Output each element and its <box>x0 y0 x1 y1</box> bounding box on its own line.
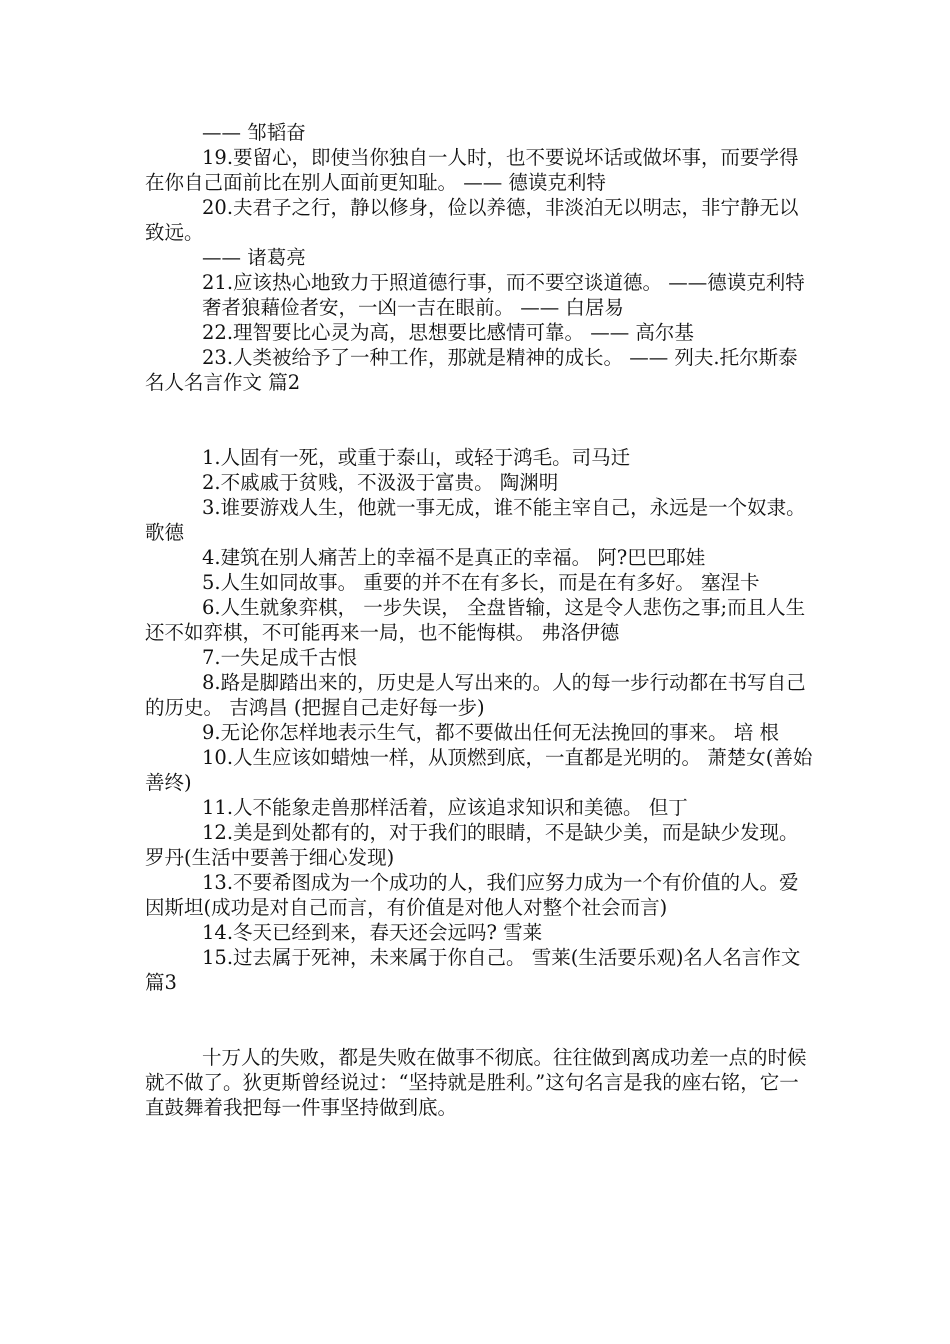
paragraph: 22.理智要比心灵为高，思想要比感情可靠。 —— 高尔基 <box>202 321 694 344</box>
paragraph: 20.夫君子之行，静以修身，俭以养德，非淡泊无以明志，非宁静无以致远。 <box>145 196 799 244</box>
paragraph: 奢者狼藉俭者安，一凶一吉在眼前。 —— 白居易 <box>202 296 624 319</box>
paragraph: 19.要留心，即使当你独自一人时，也不要说坏话或做坏事，而要学得在你自己面前比在别人面前更知耻。 —— 德谟克利特 <box>145 146 799 194</box>
paragraph: 11.人不能象走兽那样活着，应该追求知识和美德。 但丁 <box>202 796 688 819</box>
paragraph: 2.不戚戚于贫贱，不汲汲于富贵。 陶渊明 <box>202 471 559 494</box>
paragraph: 5.人生如同故事。 重要的并不在有多长，而是在有多好。 塞涅卡 <box>202 571 760 594</box>
paragraph: —— 诸葛亮 <box>202 246 306 269</box>
paragraph: 十万人的失败，都是失败在做事不彻底。往往做到离成功差一点的时候就不做了。狄更斯曾经说过：“坚持就是胜利。”这句名言是我的座右铭，它一直鼓舞着我把每一件事坚持做到底。 <box>145 1046 807 1119</box>
paragraph: 1.人固有一死，或重于泰山，或轻于鸿毛。司马迁 <box>202 446 631 469</box>
paragraph: —— 邹韬奋 <box>202 121 306 144</box>
paragraph: 3.谁要游戏人生，他就一事无成，谁不能主宰自己，永远是一个奴隶。 歌德 <box>145 496 812 544</box>
paragraph: 4.建筑在别人痛苦上的幸福不是真正的幸福。 阿?巴巴耶娃 <box>202 546 706 569</box>
paragraph: 7.一失足成千古恨 <box>202 646 358 669</box>
paragraph: 21.应该热心地致力于照道德行事，而不要空谈道德。 ——德谟克利特 <box>202 271 805 294</box>
paragraph: 6.人生就象弈棋， 一步失误， 全盘皆输，这是令人悲伤之事;而且人生还不如弈棋，不可能再来一局，也不能悔棋。 弗洛伊德 <box>145 596 806 644</box>
paragraph: 15.过去属于死神，未来属于你自己。 雪莱(生活要乐观)名人名言作文 篇3 <box>145 946 807 994</box>
paragraph: 10.人生应该如蜡烛一样，从顶燃到底，一直都是光明的。 萧楚女(善始善终) <box>145 746 813 794</box>
section-gap <box>145 995 813 1045</box>
paragraph: 12.美是到处都有的，对于我们的眼睛，不是缺少美，而是缺少发现。罗丹(生活中要善于细心发现) <box>145 821 799 869</box>
paragraph: 8.路是脚踏出来的，历史是人写出来的。人的每一步行动都在书写自己的历史。 吉鸿昌 (把握自己走好每一步) <box>145 671 806 719</box>
paragraph: 13.不要希图成为一个成功的人，我们应努力成为一个有价值的人。爱因斯坦(成功是对自己而言，有价值是对他人对整个社会而言) <box>145 871 799 919</box>
paragraph: 14.冬天已经到来，春天还会远吗? 雪莱 <box>202 921 543 944</box>
paragraph: 9.无论你怎样地表示生气，都不要做出任何无法挽回的事来。 培 根 <box>202 721 780 744</box>
document-body <box>145 120 813 1120</box>
section-gap <box>145 395 813 445</box>
paragraph: 23.人类被给予了一种工作，那就是精神的成长。 —— 列夫.托尔斯泰名人名言作文 篇2 <box>145 346 798 394</box>
